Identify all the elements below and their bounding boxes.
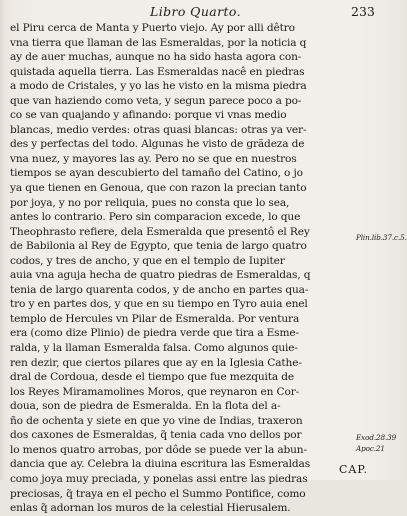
text-line: quistada aquella tierra. Las Esmeraldas nacê en piedras — [10, 65, 305, 78]
catchword: CAP. — [339, 463, 369, 476]
text-line: a modo de Cristales, y yo las he visto en la misma piedra — [10, 80, 307, 93]
body-text — [10, 21, 355, 516]
text-line: tro y en partes dos, y que en su tiempo en Tyro auia enel — [10, 298, 308, 311]
text-line: antes lo contrario. Pero sin comparacion excede, lo que — [10, 211, 301, 224]
text-line: que van haziendo como veta, y segun parece poco a po- — [10, 94, 302, 107]
text-line: lo menos quatro arrobas, por dôde se puede ver la abun- — [10, 443, 307, 456]
text-line: ño de ochenta y siete en que yo vine de Indias, traxeron — [10, 414, 303, 427]
text-line: dos caxones de Esmeraldas, q̃ tenia cada vno dellos por — [10, 429, 302, 442]
text-line: ren dezir, que ciertos pilares que ay en la Iglesia Cathe- — [10, 356, 302, 369]
text-line: el Piru cerca de Manta y Puerto viejo. Ay por alli dêtro — [10, 22, 295, 34]
text-line: ay de auer muchas, aunque no ha sido hasta agora con- — [10, 51, 302, 64]
page-header — [0, 4, 401, 20]
margin-note-apocalypse: Apoc.21 — [356, 444, 385, 453]
text-line: de Babilonia al Rey de Egypto, que tenia de largo quatro — [10, 240, 307, 253]
running-head: Libro Quarto. — [150, 4, 242, 19]
text-line: codos, y tres de ancho, y que en el templo de Iupiter — [10, 254, 285, 267]
text-line: tiempos se ayan descubierto del tamaño del Catino, o jo — [10, 167, 303, 180]
text-line: preciosas, q̃ traya en el pecho el Summo Pontifice, como — [10, 487, 306, 500]
text-line: ya que tienen en Genoua, que con razon la precian tanto — [10, 182, 307, 195]
text-line: dancia que ay. Celebra la diuina escritura las Esmeraldas — [10, 458, 310, 471]
text-line: ralda, y la llaman Esmeralda falsa. Como algunos quie- — [10, 342, 298, 355]
text-line: vna nuez, y mayores las ay. Pero no se que en nuestros — [10, 152, 297, 165]
text-line: Theophrasto refiere, dela Esmeralda que presentô el Rey — [10, 225, 310, 238]
text-line: tenia de largo quarenta codos, y de ancho en partes qua- — [10, 283, 309, 296]
text-line: blancas, medio verdes: otras quasi blancas: otras ya ver- — [10, 123, 307, 136]
text-line: vna tierra que llaman de las Esmeraldas, por la noticia q — [10, 36, 307, 49]
page-number: 233 — [351, 4, 375, 19]
text-line: los Reyes Miramamolines Moros, que reynaron en Cor- — [10, 385, 300, 398]
text-line: auia vna aguja hecha de quatro piedras de Esmeraldas, q — [10, 269, 311, 282]
text-line: des y perfectas del todo. Algunas he visto de grãdeza de — [10, 138, 305, 151]
text-line: co se van quajando y afinando: porque vi vnas medio — [10, 109, 287, 122]
margin-note-pliny: Plin.lib.37.c.5. — [356, 233, 407, 242]
text-line: dral de Cordoua, desde el tiempo que fue mezquita de — [10, 371, 295, 384]
text-line: por joya, y no por reliquia, pues no consta que lo sea, — [10, 196, 290, 209]
text-line: doua, son de piedra de Esmeralda. En la flota del a- — [10, 400, 281, 413]
text-line: templo de Hercules vn Pilar de Esmeralda. Por ventura — [10, 312, 300, 325]
text-line: enlas q̃ adornan los muros de la celestial Hierusalem. — [10, 502, 291, 515]
text-line: era (como dize Plinio) de piedra verde que tira a Esme- — [10, 327, 299, 340]
text-line: como joya muy preciada, y ponelas assi entre las piedras — [10, 472, 308, 485]
margin-note-exodus: Exod.28.39 — [356, 433, 397, 442]
